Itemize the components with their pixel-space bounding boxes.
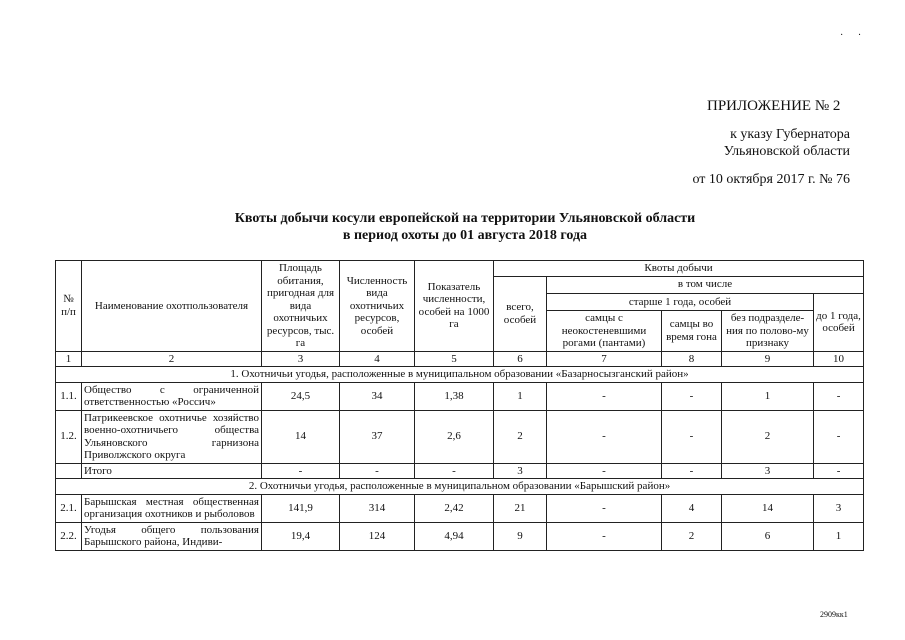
col-number: 10	[814, 351, 864, 367]
header-row-1	[56, 261, 864, 277]
corner-marks: · ·	[840, 30, 868, 41]
table-row	[56, 382, 864, 410]
cell-population: -	[340, 463, 415, 479]
cell-no-sex: 14	[722, 494, 814, 522]
cell-name: Барышская местная общественная организация охотников и рыболовов	[82, 494, 262, 522]
col-number: 3	[262, 351, 340, 367]
cell-name: Угодья общего пользования Барышского района, Индиви-	[82, 522, 262, 550]
cell-males-unossified: -	[547, 410, 662, 463]
cell-name: Общество с ограниченной ответственностью «Россич»	[82, 382, 262, 410]
cell-males-rut: -	[662, 382, 722, 410]
cell-no-sex: 6	[722, 522, 814, 550]
cell-under1: -	[814, 382, 864, 410]
cell-density: 2,6	[415, 410, 494, 463]
header-including: в том числе	[547, 276, 864, 293]
cell-males-unossified: -	[547, 494, 662, 522]
header-no-sex: без подразделе-ния по полово-му признаку	[722, 311, 814, 352]
cell-total: 1	[494, 382, 547, 410]
cell-males-unossified: -	[547, 522, 662, 550]
header-males-rut: самцы во время гона	[662, 311, 722, 352]
cell-area: -	[262, 463, 340, 479]
document-title-line-1: Квоты добычи косули европейской на территории Ульяновской области	[234, 211, 696, 226]
cell-population: 124	[340, 522, 415, 550]
cell-no-sex: 3	[722, 463, 814, 479]
col-number: 2	[82, 351, 262, 367]
cell-num: 2.2.	[56, 522, 82, 550]
cell-density: 2,42	[415, 494, 494, 522]
cell-no-sex: 2	[722, 410, 814, 463]
header-under1: до 1 года, особей	[814, 293, 864, 351]
cell-males-unossified: -	[547, 382, 662, 410]
cell-males-rut: 4	[662, 494, 722, 522]
col-number: 1	[56, 351, 82, 367]
section-title-row	[56, 479, 864, 495]
cell-density: 1,38	[415, 382, 494, 410]
section-title-row	[56, 367, 864, 383]
cell-population: 37	[340, 410, 415, 463]
cell-males-rut: -	[662, 410, 722, 463]
section-title: 1. Охотничьи угодья, расположенные в муниципальном образовании «Базарносызганский район»	[56, 367, 864, 383]
cell-num: 2.1.	[56, 494, 82, 522]
header-males-unossified: самцы с неокостеневшими рогами (пантами)	[547, 311, 662, 352]
cell-name: Патрикеевское охотничье хозяйство военно-охотничьего общества Ульяновского гарнизона Приволжского округа	[82, 410, 262, 463]
col-number: 9	[722, 351, 814, 367]
cell-no-sex: 1	[722, 382, 814, 410]
cell-area: 19,4	[262, 522, 340, 550]
table-row	[56, 522, 864, 550]
header-quota: Квоты добычи	[494, 261, 864, 277]
header-population: Численность вида охотничьих ресурсов, особей	[340, 261, 415, 352]
document-title-line-2: в период охоты до 01 августа 2018 года	[342, 228, 588, 243]
col-number: 6	[494, 351, 547, 367]
col-number: 4	[340, 351, 415, 367]
cell-under1: -	[814, 410, 864, 463]
header-num: № п/п	[56, 261, 82, 352]
cell-density: 4,94	[415, 522, 494, 550]
table-row	[56, 410, 864, 463]
cell-males-rut: 2	[662, 522, 722, 550]
cell-area: 141,9	[262, 494, 340, 522]
document-title	[180, 210, 750, 244]
header-area: Площадь обитания, пригодная для вида охотничьих ресурсов, тыс. га	[262, 261, 340, 352]
col-number: 5	[415, 351, 494, 367]
decree-line-2: Ульяновской области	[723, 144, 850, 159]
cell-num: 1.1.	[56, 382, 82, 410]
header-older: старше 1 года, особей	[547, 293, 814, 310]
header-name: Наименование охотпользователя	[82, 261, 262, 352]
quota-table	[55, 260, 864, 551]
cell-total: 2	[494, 410, 547, 463]
col-number: 7	[547, 351, 662, 367]
cell-population: 314	[340, 494, 415, 522]
section-title: 2. Охотничьи угодья, расположенные в муниципальном образовании «Барышский район»	[56, 479, 864, 495]
cell-under1: -	[814, 463, 864, 479]
cell-total: 21	[494, 494, 547, 522]
decree-line-1: к указу Губернатора	[730, 127, 850, 142]
cell-total: 3	[494, 463, 547, 479]
cell-total: 9	[494, 522, 547, 550]
cell-area: 24,5	[262, 382, 340, 410]
decree-date: от 10 октября 2017 г. № 76	[692, 172, 850, 187]
header-density: Показатель численности, особей на 1000 га	[415, 261, 494, 352]
header-total: всего, особей	[494, 276, 547, 351]
decree-reference	[700, 126, 850, 160]
col-number: 8	[662, 351, 722, 367]
cell-males-rut: -	[662, 463, 722, 479]
cell-density: -	[415, 463, 494, 479]
cell-males-unossified: -	[547, 463, 662, 479]
cell-num	[56, 463, 82, 479]
footer-code: 2909кк1	[820, 610, 848, 619]
column-numbers-row	[56, 351, 864, 367]
table-row	[56, 494, 864, 522]
total-label: Итого	[82, 463, 262, 479]
cell-under1: 1	[814, 522, 864, 550]
cell-population: 34	[340, 382, 415, 410]
cell-num: 1.2.	[56, 410, 82, 463]
appendix-title: ПРИЛОЖЕНИЕ № 2	[707, 98, 841, 114]
cell-area: 14	[262, 410, 340, 463]
cell-under1: 3	[814, 494, 864, 522]
total-row	[56, 463, 864, 479]
